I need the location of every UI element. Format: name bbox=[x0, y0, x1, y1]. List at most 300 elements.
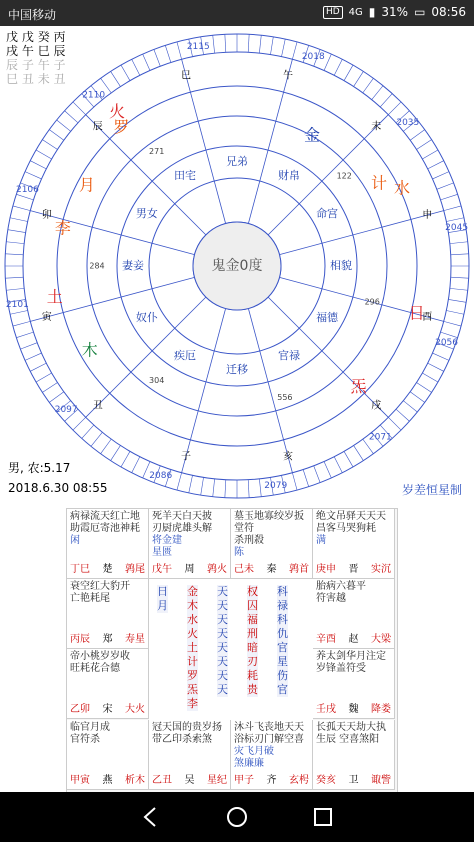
star-line: 旺耗花合德 bbox=[70, 663, 120, 674]
palace-footer-text: 降娄 bbox=[371, 704, 391, 715]
palace-footer-text: 鹑火 bbox=[207, 564, 227, 575]
palace-label: 财帛 bbox=[278, 168, 300, 182]
scale-tick bbox=[225, 34, 226, 52]
scale-tick bbox=[13, 206, 30, 211]
palace-cell bbox=[67, 509, 149, 579]
center-col-header: 金 bbox=[187, 585, 198, 598]
pillar-top: 丙 bbox=[53, 30, 66, 44]
scale-tick bbox=[121, 65, 130, 81]
star-line: 长孤天天劫大执 bbox=[316, 722, 386, 733]
center-col-value: 官 bbox=[277, 683, 288, 696]
star-line: 沐斗飞丧地天天 bbox=[234, 722, 304, 733]
star-line: 堂符 bbox=[234, 523, 254, 534]
center-col-value: 李 bbox=[187, 697, 198, 710]
pillar-g1: 辰 bbox=[6, 58, 19, 72]
scale-tick bbox=[292, 42, 297, 59]
scale-tick bbox=[410, 130, 425, 141]
scale-tick bbox=[432, 172, 448, 179]
palace-footer-text: 赵 bbox=[348, 634, 359, 645]
center-col-value: 福 bbox=[247, 613, 258, 626]
palace-cell bbox=[313, 579, 395, 649]
pillar-g2: 丑 bbox=[21, 72, 34, 86]
scale-tick bbox=[410, 392, 425, 403]
degree-number: 271 bbox=[149, 146, 165, 156]
center-col-value: 炁 bbox=[187, 683, 198, 696]
center-col-header: 天 bbox=[217, 585, 228, 598]
scale-tick bbox=[13, 321, 30, 326]
scale-tick bbox=[324, 461, 331, 477]
palace-cell bbox=[149, 720, 231, 790]
palace-cell bbox=[231, 720, 313, 790]
scale-tick bbox=[380, 94, 392, 107]
star-line: 符害越 bbox=[316, 593, 346, 604]
scale-tick bbox=[143, 54, 150, 70]
star-line: 带乙印杀索煞 bbox=[152, 734, 212, 745]
four-pillars bbox=[6, 30, 66, 86]
palace-footer-text: 卫 bbox=[348, 775, 359, 786]
degree-number: 122 bbox=[336, 171, 352, 181]
palace-label: 奴仆 bbox=[135, 311, 158, 324]
star-line: 死羊天白天披 bbox=[152, 511, 212, 522]
scale-tick bbox=[177, 42, 182, 59]
scale-tick bbox=[372, 86, 383, 100]
branch-label: 巳 bbox=[181, 70, 192, 82]
year-label: 2056 bbox=[435, 337, 459, 348]
planet-label: 月 bbox=[78, 175, 95, 195]
scale-tick bbox=[270, 37, 273, 55]
palace-label: 相貌 bbox=[330, 259, 352, 272]
center-col-value: 官 bbox=[277, 641, 288, 654]
year-label: 2115 bbox=[186, 41, 210, 52]
pillar-g2: 未 bbox=[37, 72, 50, 86]
center-col-value: 囚 bbox=[247, 599, 258, 612]
star-line: 助霞厄寄池神耗 bbox=[70, 523, 140, 534]
palace-footer-text: 大火 bbox=[125, 704, 145, 715]
year-label: 2097 bbox=[54, 404, 78, 415]
year-label: 2045 bbox=[445, 222, 469, 233]
scale-tick bbox=[65, 111, 78, 123]
palace-label: 妻妾 bbox=[122, 259, 144, 272]
palace-grid bbox=[66, 508, 398, 794]
palace-footer-text: 吴 bbox=[184, 775, 195, 786]
palace-label: 疾厄 bbox=[174, 349, 196, 363]
scale-tick bbox=[314, 466, 320, 483]
star-line: 岁锋盖符受 bbox=[316, 663, 366, 674]
pillar-g1: 子 bbox=[53, 58, 66, 72]
center-col-value: 天 bbox=[217, 613, 228, 626]
star-line: 刃厨虎雄头解 bbox=[152, 523, 212, 534]
star-line-blue: 满 bbox=[316, 535, 326, 546]
center-col-value: 天 bbox=[217, 627, 228, 640]
scale-tick bbox=[5, 254, 23, 255]
palace-footer-text: 星纪 bbox=[207, 775, 227, 786]
scale-tick bbox=[450, 288, 468, 290]
battery-icon: ▭ bbox=[414, 5, 426, 19]
scale-tick bbox=[441, 194, 458, 200]
branch-label: 亥 bbox=[282, 451, 293, 463]
scale-tick bbox=[101, 439, 112, 454]
center-col-value: 土 bbox=[187, 641, 198, 654]
palace-footer-text: 宋 bbox=[102, 704, 113, 715]
scale-tick bbox=[248, 480, 249, 498]
signal-icon: ▮ bbox=[368, 5, 376, 19]
scale-tick bbox=[73, 102, 86, 115]
pillar-top: 戊 bbox=[21, 30, 34, 44]
scale-tick bbox=[20, 343, 37, 349]
scale-tick bbox=[259, 35, 261, 53]
year-label: 2018 bbox=[301, 51, 325, 62]
scale-tick bbox=[334, 457, 342, 473]
palace-footer-text: 寿星 bbox=[125, 634, 145, 645]
center-col-value: 星 bbox=[277, 655, 288, 668]
planet-label: 金 bbox=[303, 125, 321, 145]
scale-tick bbox=[213, 35, 215, 53]
scale-tick bbox=[25, 172, 41, 179]
palace-label: 迁移 bbox=[226, 363, 248, 376]
scale-tick bbox=[416, 383, 431, 393]
palace-footer-text: 燕 bbox=[102, 775, 113, 786]
palace-footer-text: 庚申 bbox=[316, 564, 336, 575]
planet-label: 李 bbox=[54, 218, 71, 238]
scale-tick bbox=[42, 140, 57, 150]
birth-info bbox=[8, 458, 107, 498]
scale-tick bbox=[428, 363, 444, 371]
star-line: 帝小桃岁岁收 bbox=[70, 651, 130, 662]
home-icon[interactable] bbox=[224, 804, 250, 830]
star-line: 冠天国的贵岁扬 bbox=[152, 722, 222, 733]
scale-tick bbox=[248, 34, 249, 52]
scale-tick bbox=[111, 71, 121, 86]
center-col-value: 耗 bbox=[247, 669, 258, 682]
center-col-header: 科 bbox=[277, 585, 288, 598]
star-line: 绝文吊驿天天天 bbox=[316, 511, 386, 522]
palace-footer-text: 鹑首 bbox=[289, 564, 309, 575]
scale-tick bbox=[10, 218, 28, 222]
center-col-value: 天 bbox=[217, 669, 228, 682]
scale-tick bbox=[213, 479, 215, 497]
branch-label: 寅 bbox=[41, 311, 52, 323]
pillar-top: 癸 bbox=[37, 30, 50, 44]
scale-tick bbox=[25, 353, 41, 360]
palace-footer-text: 周 bbox=[184, 564, 195, 575]
star-line: 亡艳耗尾 bbox=[70, 593, 110, 604]
scale-tick bbox=[354, 71, 364, 86]
palace-footer-text: 秦 bbox=[266, 564, 277, 575]
branch-label: 丑 bbox=[92, 400, 103, 412]
center-col-value: 仇 bbox=[277, 627, 288, 640]
palace-footer-text: 丙辰 bbox=[70, 634, 90, 645]
palace-cell bbox=[313, 509, 395, 579]
star-line: 浴标刃门解空喜 bbox=[234, 734, 304, 745]
palace-footer-text: 郑 bbox=[102, 634, 113, 645]
palace-cell bbox=[231, 509, 313, 579]
scale-tick bbox=[10, 310, 28, 314]
pillar-mid: 辰 bbox=[53, 44, 66, 58]
center-col-value: 贵 bbox=[247, 683, 258, 696]
scale-tick bbox=[416, 140, 431, 150]
star-line-blue: 陈 bbox=[234, 547, 244, 558]
star-line: 病禄流天红亡地 bbox=[70, 511, 140, 522]
scale-tick bbox=[111, 445, 121, 460]
palace-footer-text: 析木 bbox=[125, 775, 145, 786]
scale-tick bbox=[428, 161, 444, 169]
palace-footer-text: 齐 bbox=[266, 775, 277, 786]
scale-tick bbox=[189, 475, 193, 493]
center-col-value: 天 bbox=[217, 683, 228, 696]
center-col-value: 天 bbox=[217, 641, 228, 654]
scale-tick bbox=[281, 39, 285, 57]
scale-tick bbox=[444, 321, 461, 326]
palace-divider bbox=[248, 59, 292, 223]
year-label: 2086 bbox=[149, 471, 173, 482]
star-line-blue: 闲 bbox=[70, 535, 80, 546]
navigation-bar bbox=[0, 792, 474, 842]
palace-footer-text: 戊午 bbox=[152, 564, 172, 575]
center-col-value: 刃 bbox=[247, 655, 258, 668]
star-line-blue: 星匮 bbox=[152, 547, 172, 558]
scale-tick bbox=[437, 183, 454, 189]
center-col-value: 天 bbox=[217, 655, 228, 668]
scale-tick bbox=[91, 432, 102, 446]
pillar-g1: 午 bbox=[37, 58, 50, 72]
palace-footer-text: 晋 bbox=[348, 564, 359, 575]
scale-tick bbox=[446, 310, 464, 314]
palace-label: 官禄 bbox=[278, 349, 300, 363]
branch-label: 酉 bbox=[422, 311, 433, 323]
scale-tick bbox=[82, 425, 94, 438]
center-col-value: 计 bbox=[187, 655, 198, 668]
scale-tick bbox=[422, 150, 438, 159]
scale-tick bbox=[448, 299, 466, 302]
pillar-mid: 戌 bbox=[6, 44, 19, 58]
year-label: 2106 bbox=[15, 185, 39, 196]
scale-tick bbox=[30, 161, 46, 169]
palace-footer-text: 实沉 bbox=[371, 564, 391, 575]
scale-tick bbox=[42, 383, 57, 393]
star-line-blue: 煞廉廉 bbox=[234, 758, 264, 769]
scale-tick bbox=[450, 242, 468, 244]
branch-label: 未 bbox=[371, 121, 382, 133]
center-table bbox=[149, 579, 313, 720]
scale-tick bbox=[388, 102, 401, 115]
scale-tick bbox=[165, 45, 171, 62]
year-label: 2110 bbox=[82, 90, 106, 101]
scale-tick bbox=[451, 254, 469, 255]
carrier-text: 中国移动 bbox=[8, 8, 57, 22]
star-line: 临官月成 bbox=[70, 722, 110, 733]
palace-cell bbox=[149, 509, 231, 579]
scale-tick bbox=[6, 288, 24, 290]
pillar-mid: 午 bbox=[21, 44, 34, 58]
palace-footer-text: 大梁 bbox=[371, 634, 391, 645]
planet-label: 计 bbox=[371, 173, 388, 193]
scale-tick bbox=[324, 54, 331, 70]
center-col-value: 暗 bbox=[247, 641, 258, 654]
scale-tick bbox=[49, 130, 64, 141]
palace-footer-text: 诹訾 bbox=[371, 775, 391, 786]
pillar-g1: 子 bbox=[21, 58, 34, 72]
status-bar bbox=[0, 0, 474, 26]
scale-tick bbox=[154, 49, 160, 66]
year-label: 2035 bbox=[396, 118, 420, 129]
scale-tick bbox=[354, 445, 364, 460]
palace-footer-text: 辛酉 bbox=[316, 634, 336, 645]
scale-tick bbox=[422, 373, 438, 382]
scale-tick bbox=[225, 480, 226, 498]
center-col-value: 科 bbox=[277, 613, 288, 626]
branch-label: 午 bbox=[282, 70, 293, 82]
planet-label: 土 bbox=[46, 287, 63, 307]
year-label: 2079 bbox=[264, 481, 288, 492]
scale-tick bbox=[132, 457, 140, 473]
scale-tick bbox=[363, 78, 374, 93]
branch-label: 子 bbox=[181, 451, 192, 463]
center-col-header: 权 bbox=[247, 585, 258, 598]
recents-icon[interactable] bbox=[310, 804, 336, 830]
palace-divider bbox=[280, 211, 444, 255]
system-label: 岁差恒星制 bbox=[401, 483, 462, 497]
center-col-header: 日 bbox=[157, 585, 168, 598]
palace-divider bbox=[248, 309, 292, 473]
pillar-g2: 巳 bbox=[6, 72, 19, 86]
palace-cell bbox=[67, 649, 149, 719]
degree-number: 304 bbox=[149, 376, 165, 386]
palace-footer-text: 甲寅 bbox=[70, 775, 90, 786]
palace-divider bbox=[182, 309, 226, 473]
palace-footer-text: 丁巳 bbox=[70, 564, 90, 575]
palace-footer-text: 癸亥 bbox=[316, 775, 336, 786]
scale-tick bbox=[5, 277, 23, 278]
center-col-value: 伤 bbox=[277, 669, 288, 682]
pillar-mid: 巳 bbox=[37, 44, 50, 58]
palace-footer-text: 魏 bbox=[348, 704, 359, 715]
palace-footer-text: 玄枵 bbox=[289, 775, 309, 786]
palace-label: 男女 bbox=[135, 207, 158, 220]
scale-tick bbox=[57, 120, 71, 131]
planet-label: 罗 bbox=[113, 117, 130, 137]
degree-number: 284 bbox=[89, 261, 105, 271]
scale-tick bbox=[303, 470, 309, 487]
star-line-blue: 将金建 bbox=[152, 535, 182, 546]
degree-number: 296 bbox=[364, 297, 380, 307]
scale-tick bbox=[49, 392, 64, 403]
scale-tick bbox=[8, 230, 26, 233]
star-line: 官符杀 bbox=[70, 734, 100, 745]
palace-cell bbox=[67, 720, 149, 790]
scale-tick bbox=[344, 451, 353, 467]
star-line: 胎病六暮平 bbox=[316, 581, 366, 592]
palace-label: 福德 bbox=[316, 311, 339, 324]
network-indicator: 4G bbox=[348, 6, 363, 18]
palace-footer-text: 乙卯 bbox=[70, 704, 90, 715]
palace-footer-text: 甲子 bbox=[234, 775, 254, 786]
palace-cell bbox=[313, 649, 395, 719]
scale-tick bbox=[403, 401, 417, 412]
palace-footer-text: 己未 bbox=[234, 564, 254, 575]
center-col-value: 火 bbox=[187, 627, 198, 640]
year-label: 2071 bbox=[368, 432, 392, 443]
star-line: 昌客马哭狗耗 bbox=[316, 523, 376, 534]
datetime: 2018.6.30 08:55 bbox=[8, 481, 108, 495]
pillar-g2: 丑 bbox=[53, 72, 66, 86]
hd-badge: HD bbox=[323, 6, 343, 19]
center-col-value: 水 bbox=[187, 613, 198, 626]
astrology-wheel bbox=[0, 26, 474, 501]
star-line: 衰空红大豹开 bbox=[70, 581, 130, 592]
scale-tick bbox=[36, 150, 52, 159]
scale-tick bbox=[16, 332, 33, 338]
planet-label: 炁 bbox=[350, 377, 367, 397]
scale-tick bbox=[132, 59, 140, 75]
scale-tick bbox=[388, 417, 401, 430]
scale-tick bbox=[6, 242, 24, 244]
center-col-value: 禄 bbox=[277, 599, 288, 612]
scale-tick bbox=[292, 473, 297, 490]
branch-label: 辰 bbox=[92, 121, 103, 133]
star-line: 墓玉地寡绞岁扳 bbox=[234, 511, 304, 522]
back-icon[interactable] bbox=[138, 804, 164, 830]
star-line: 生辰 空喜煞阳 bbox=[316, 734, 380, 745]
planet-label: 日 bbox=[408, 303, 425, 323]
center-col-value: 木 bbox=[187, 599, 198, 612]
branch-label: 卯 bbox=[41, 210, 52, 222]
scale-tick bbox=[121, 451, 130, 467]
palace-footer-text: 乙丑 bbox=[152, 775, 172, 786]
center-col-value: 刑 bbox=[247, 627, 258, 640]
palace-footer-text: 鹑尾 bbox=[125, 564, 145, 575]
pillar-top: 戊 bbox=[6, 30, 19, 44]
scale-tick bbox=[334, 59, 342, 75]
palace-cell bbox=[67, 579, 149, 649]
scale-tick bbox=[30, 363, 46, 371]
wheel-svg bbox=[0, 26, 474, 501]
palace-cell bbox=[313, 720, 395, 790]
center-col-value: 月 bbox=[157, 599, 168, 612]
scale-tick bbox=[446, 218, 464, 222]
palace-divider bbox=[182, 59, 226, 223]
palace-label: 兄弟 bbox=[226, 155, 248, 168]
scale-tick bbox=[444, 206, 461, 211]
scale-tick bbox=[259, 479, 261, 497]
wheel-center-label: 鬼金0度 bbox=[211, 258, 263, 274]
palace-label: 命宫 bbox=[316, 207, 339, 220]
planet-label: 水 bbox=[393, 178, 410, 198]
center-col-value: 罗 bbox=[187, 669, 198, 682]
star-line-blue: 灾飞月破 bbox=[234, 746, 274, 757]
branch-label: 戌 bbox=[371, 400, 382, 412]
star-line: 养太剑华月注定 bbox=[316, 651, 386, 662]
scale-tick bbox=[344, 65, 353, 81]
star-line: 杀刑殺 bbox=[234, 535, 264, 546]
scale-tick bbox=[201, 477, 204, 495]
gender-lunar-date: 男, 农:5.17 bbox=[8, 461, 71, 475]
scale-tick bbox=[396, 409, 409, 421]
planet-label: 木 bbox=[81, 340, 98, 360]
scale-tick bbox=[36, 373, 52, 382]
battery-text: 31% bbox=[381, 5, 409, 19]
degree-number: 556 bbox=[277, 393, 293, 403]
center-col-value: 天 bbox=[217, 599, 228, 612]
scale-tick bbox=[73, 417, 86, 430]
clock: 08:56 bbox=[431, 5, 466, 19]
scale-tick bbox=[177, 473, 182, 490]
palace-footer-text: 楚 bbox=[102, 564, 113, 575]
palace-label: 田宅 bbox=[174, 168, 196, 182]
palace-footer-text: 壬戌 bbox=[316, 704, 336, 715]
planet-label: 火 bbox=[108, 101, 125, 121]
scale-tick bbox=[451, 277, 469, 278]
year-label: 2101 bbox=[5, 300, 29, 311]
